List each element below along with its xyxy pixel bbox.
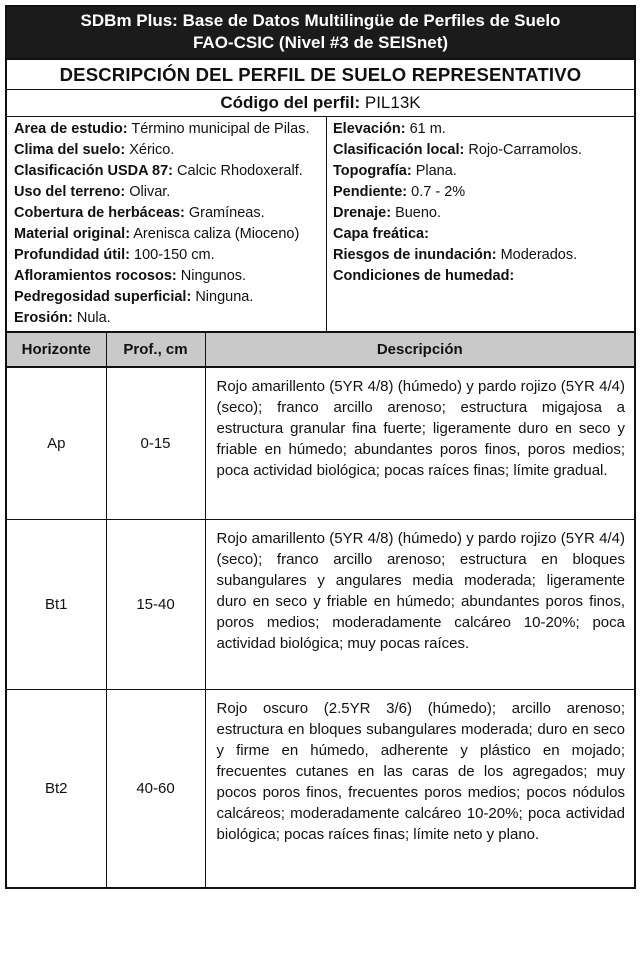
site-info-label: Clima del suelo: bbox=[14, 142, 126, 158]
site-info-item bbox=[333, 224, 628, 245]
site-info-label: Topografía: bbox=[333, 163, 412, 179]
database-title-line2: FAO-CSIC (Nivel #3 de SEISnet) bbox=[192, 33, 449, 52]
site-info-item bbox=[333, 182, 628, 203]
site-info-label: Cobertura de herbáceas: bbox=[14, 205, 185, 221]
site-info-value: Término municipal de Pilas. bbox=[131, 121, 310, 137]
description-cell: Rojo amarillento (5YR 4/8) (húmedo) y pardo rojizo (5YR 4/4) (seco); franco arcillo arenoso; estructura en bloques subangulares y angulares media moderada; ligeramente duro en seco y friable en húmedo; abundantes poros finos, poros medios; moderadamente calcáreo 10-20%; poca actividad biológica; muy pocas raíces. bbox=[205, 519, 634, 689]
site-info-item bbox=[14, 203, 320, 224]
site-info-value: Rojo-Carramolos. bbox=[468, 142, 583, 158]
horizons-table bbox=[7, 333, 634, 887]
site-info-value: Calcic Rhodoxeralf. bbox=[177, 163, 303, 179]
site-info-value: Olivar. bbox=[129, 184, 171, 200]
site-info-value: Bueno. bbox=[395, 205, 442, 221]
site-info-item bbox=[14, 161, 320, 182]
site-info-item bbox=[14, 245, 320, 266]
soil-profile-sheet bbox=[5, 5, 636, 889]
horizon-cell: Bt1 bbox=[7, 519, 106, 689]
horizon-cell: Ap bbox=[7, 367, 106, 519]
section-title: DESCRIPCIÓN DEL PERFIL DE SUELO REPRESENTATIVO bbox=[7, 60, 634, 90]
header-description: Descripción bbox=[205, 333, 634, 367]
site-info-value: Plana. bbox=[415, 163, 457, 179]
site-info-item bbox=[333, 140, 628, 161]
site-info-label: Erosión: bbox=[14, 310, 73, 326]
site-info-value: Ninguna. bbox=[195, 289, 254, 305]
site-info-value: Moderados. bbox=[500, 247, 578, 263]
site-info-item bbox=[14, 287, 320, 308]
site-info-value: 0.7 - 2% bbox=[411, 184, 466, 200]
depth-cell: 40-60 bbox=[106, 689, 205, 887]
site-info-label: Clasificación USDA 87: bbox=[14, 163, 174, 179]
site-info-label: Material original: bbox=[14, 226, 131, 242]
site-info-value: 61 m. bbox=[409, 121, 446, 137]
site-info-item bbox=[14, 119, 320, 140]
header-depth: Prof., cm bbox=[106, 333, 205, 367]
site-info-item bbox=[14, 182, 320, 203]
horizon-row bbox=[7, 367, 634, 519]
site-info-value: Ningunos. bbox=[180, 268, 247, 284]
site-info-item bbox=[333, 119, 628, 140]
site-info-label: Drenaje: bbox=[333, 205, 392, 221]
site-info-item bbox=[333, 161, 628, 182]
site-info-label: Riesgos de inundación: bbox=[333, 247, 497, 263]
site-info-value: Gramíneas. bbox=[188, 205, 265, 221]
horizons-table-header bbox=[7, 333, 634, 367]
site-information bbox=[7, 117, 634, 333]
site-info-label: Uso del terreno: bbox=[14, 184, 126, 200]
site-info-right-column bbox=[327, 117, 634, 331]
site-info-value: Nula. bbox=[76, 310, 111, 326]
site-info-label: Elevación: bbox=[333, 121, 406, 137]
horizon-row bbox=[7, 519, 634, 689]
site-info-label: Afloramientos rocosos: bbox=[14, 268, 177, 284]
depth-cell: 0-15 bbox=[106, 367, 205, 519]
profile-code-label: Código del perfil: bbox=[220, 93, 361, 112]
profile-code-value: PIL13K bbox=[364, 93, 421, 112]
depth-cell: 15-40 bbox=[106, 519, 205, 689]
horizon-cell: Bt2 bbox=[7, 689, 106, 887]
site-info-label: Condiciones de humedad: bbox=[333, 268, 515, 284]
site-info-item bbox=[14, 140, 320, 161]
database-title-line1: SDBm Plus: Base de Datos Multilingüe de Perfiles de Suelo bbox=[80, 11, 561, 30]
description-cell: Rojo amarillento (5YR 4/8) (húmedo) y pardo rojizo (5YR 4/4) (seco); franco arcillo arenoso; estructura migajosa a estructura granular fina fuerte; ligeramente duro en seco y friable en húmedo; abundantes poros finos, poros medios; poca actividad biológica; pocas raíces finas; límite gradual. bbox=[205, 367, 634, 519]
site-info-label: Pendiente: bbox=[333, 184, 408, 200]
site-info-value: Arenisca caliza (Mioceno) bbox=[133, 226, 300, 242]
site-info-label: Profundidad útil: bbox=[14, 247, 130, 263]
site-info-item bbox=[14, 224, 320, 245]
site-info-left-column bbox=[7, 117, 327, 331]
site-info-label: Pedregosidad superficial: bbox=[14, 289, 192, 305]
description-cell: Rojo oscuro (2.5YR 3/6) (húmedo); arcillo arenoso; estructura en bloques subangulares moderada; duro en seco y firme en húmedo, adherente y plástico en mojado; frecuentes cutanes en las caras de los agregados; muy pocos poros finos, frecuentes poros medios; pocos nódulos calcáreos; moderadamente calcáreo 10-20%; poca actividad biológica; pocas raíces finas; límite neto y plano. bbox=[216, 699, 625, 843]
site-info-item bbox=[333, 203, 628, 224]
site-info-label: Capa freática: bbox=[333, 226, 429, 242]
database-title bbox=[7, 7, 634, 60]
site-info-item bbox=[14, 266, 320, 287]
site-info-item bbox=[333, 245, 628, 266]
horizon-row bbox=[7, 689, 634, 887]
site-info-item bbox=[333, 266, 628, 287]
header-horizon: Horizonte bbox=[7, 333, 106, 367]
site-info-item bbox=[14, 308, 320, 329]
site-info-label: Area de estudio: bbox=[14, 121, 128, 137]
site-info-label: Clasificación local: bbox=[333, 142, 465, 158]
site-info-value: 100-150 cm. bbox=[134, 247, 215, 263]
profile-code-row bbox=[7, 90, 634, 117]
site-info-value: Xérico. bbox=[129, 142, 175, 158]
